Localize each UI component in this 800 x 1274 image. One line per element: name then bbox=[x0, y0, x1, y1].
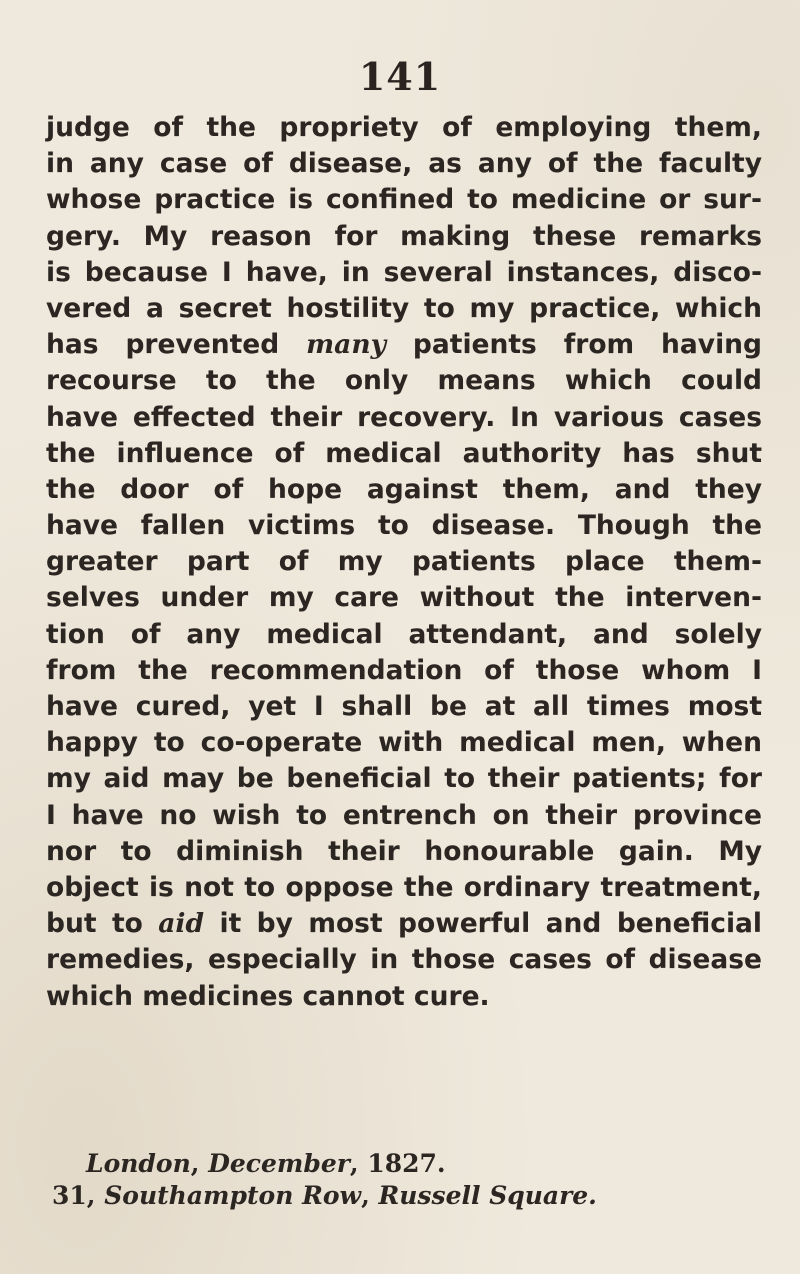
text-line-segment: have fallen victims to disease. Though the bbox=[46, 510, 762, 542]
text-line bbox=[46, 472, 762, 508]
signature-address-line: 31, Southampton Row, Russell Square. bbox=[52, 1181, 597, 1210]
text-line-segment: have cured, yet I shall be at all times most bbox=[46, 691, 762, 722]
text-line bbox=[46, 110, 762, 146]
text-line-segment: gery. My reason for making these remarks bbox=[46, 220, 762, 252]
signature-date-line: London, December, 1827. bbox=[86, 1149, 446, 1178]
signature-year: 1827. bbox=[367, 1149, 446, 1178]
text-line-segment: selves under my care without the interven- bbox=[46, 582, 762, 614]
text-line-segment: the influence of medical authority has shut bbox=[46, 437, 762, 469]
text-line-segment: from the recommendation of those whom I bbox=[46, 654, 762, 686]
text-line bbox=[46, 906, 762, 942]
text-line bbox=[46, 834, 762, 870]
emphasized-word: many bbox=[306, 329, 386, 361]
text-line bbox=[46, 942, 762, 978]
text-line-segment: is because I have, in several instances, disco- bbox=[46, 256, 762, 288]
signature-month: December bbox=[208, 1149, 350, 1178]
text-line-segment: happy to co-operate with medical men, when bbox=[46, 727, 762, 759]
text-line-segment: have effected their recovery. In various cases bbox=[46, 401, 762, 433]
text-line bbox=[46, 291, 762, 327]
text-line-segment: has prevented bbox=[46, 329, 307, 361]
text-line-segment: tion of any medical attendant, and solely bbox=[46, 618, 762, 650]
text-line-segment: greater part of my patients place them- bbox=[46, 546, 762, 578]
emphasized-word: aid bbox=[158, 908, 205, 940]
text-line-segment: remedies, especially in those cases of disease bbox=[46, 944, 762, 976]
text-line bbox=[46, 870, 762, 906]
text-line-segment: recourse to the only means which could bbox=[46, 365, 762, 397]
text-line bbox=[46, 508, 762, 544]
text-line bbox=[46, 725, 762, 761]
text-line-segment: the door of hope against them, and they bbox=[46, 473, 762, 505]
text-line bbox=[46, 400, 762, 436]
text-line-segment: which medicines cannot cure. bbox=[46, 980, 490, 1012]
signature-street: Southampton Row bbox=[104, 1181, 362, 1210]
body-paragraph bbox=[46, 110, 762, 1015]
text-line-segment: my aid may be beneficial to their patients; for bbox=[46, 763, 762, 795]
signature-place: London bbox=[86, 1149, 191, 1178]
text-line bbox=[46, 255, 762, 291]
signature-block bbox=[52, 1148, 631, 1212]
page-number: 141 bbox=[358, 54, 442, 99]
text-line bbox=[46, 979, 762, 1015]
text-line bbox=[46, 689, 762, 725]
text-line bbox=[46, 363, 762, 399]
text-line bbox=[46, 327, 762, 363]
text-line bbox=[46, 146, 762, 182]
text-line bbox=[46, 436, 762, 472]
text-line bbox=[46, 617, 762, 653]
signature-square: Russell Square. bbox=[378, 1181, 597, 1210]
text-line-segment: patients from having bbox=[386, 329, 762, 361]
text-line bbox=[46, 653, 762, 689]
text-line bbox=[46, 182, 762, 218]
text-line-segment: but to bbox=[46, 908, 159, 940]
text-line-segment: I have no wish to entrench on their province bbox=[46, 799, 762, 831]
text-line bbox=[46, 219, 762, 255]
text-line bbox=[46, 580, 762, 616]
text-line-segment: it by most powerful and beneficial bbox=[204, 908, 763, 940]
text-line-segment: vered a secret hostility to my practice, which bbox=[46, 292, 762, 324]
text-line bbox=[46, 761, 762, 797]
text-line-segment: judge of the propriety of employing them, bbox=[46, 112, 762, 143]
text-line-segment: nor to diminish their honourable gain. My bbox=[46, 835, 762, 867]
text-line-segment: whose practice is confined to medicine or sur- bbox=[46, 184, 762, 216]
text-line bbox=[46, 798, 762, 834]
text-line-segment: in any case of disease, as any of the faculty bbox=[46, 148, 762, 180]
text-line bbox=[46, 544, 762, 580]
signature-number: 31, bbox=[52, 1181, 96, 1210]
text-line-segment: object is not to oppose the ordinary treatment, bbox=[46, 871, 762, 903]
